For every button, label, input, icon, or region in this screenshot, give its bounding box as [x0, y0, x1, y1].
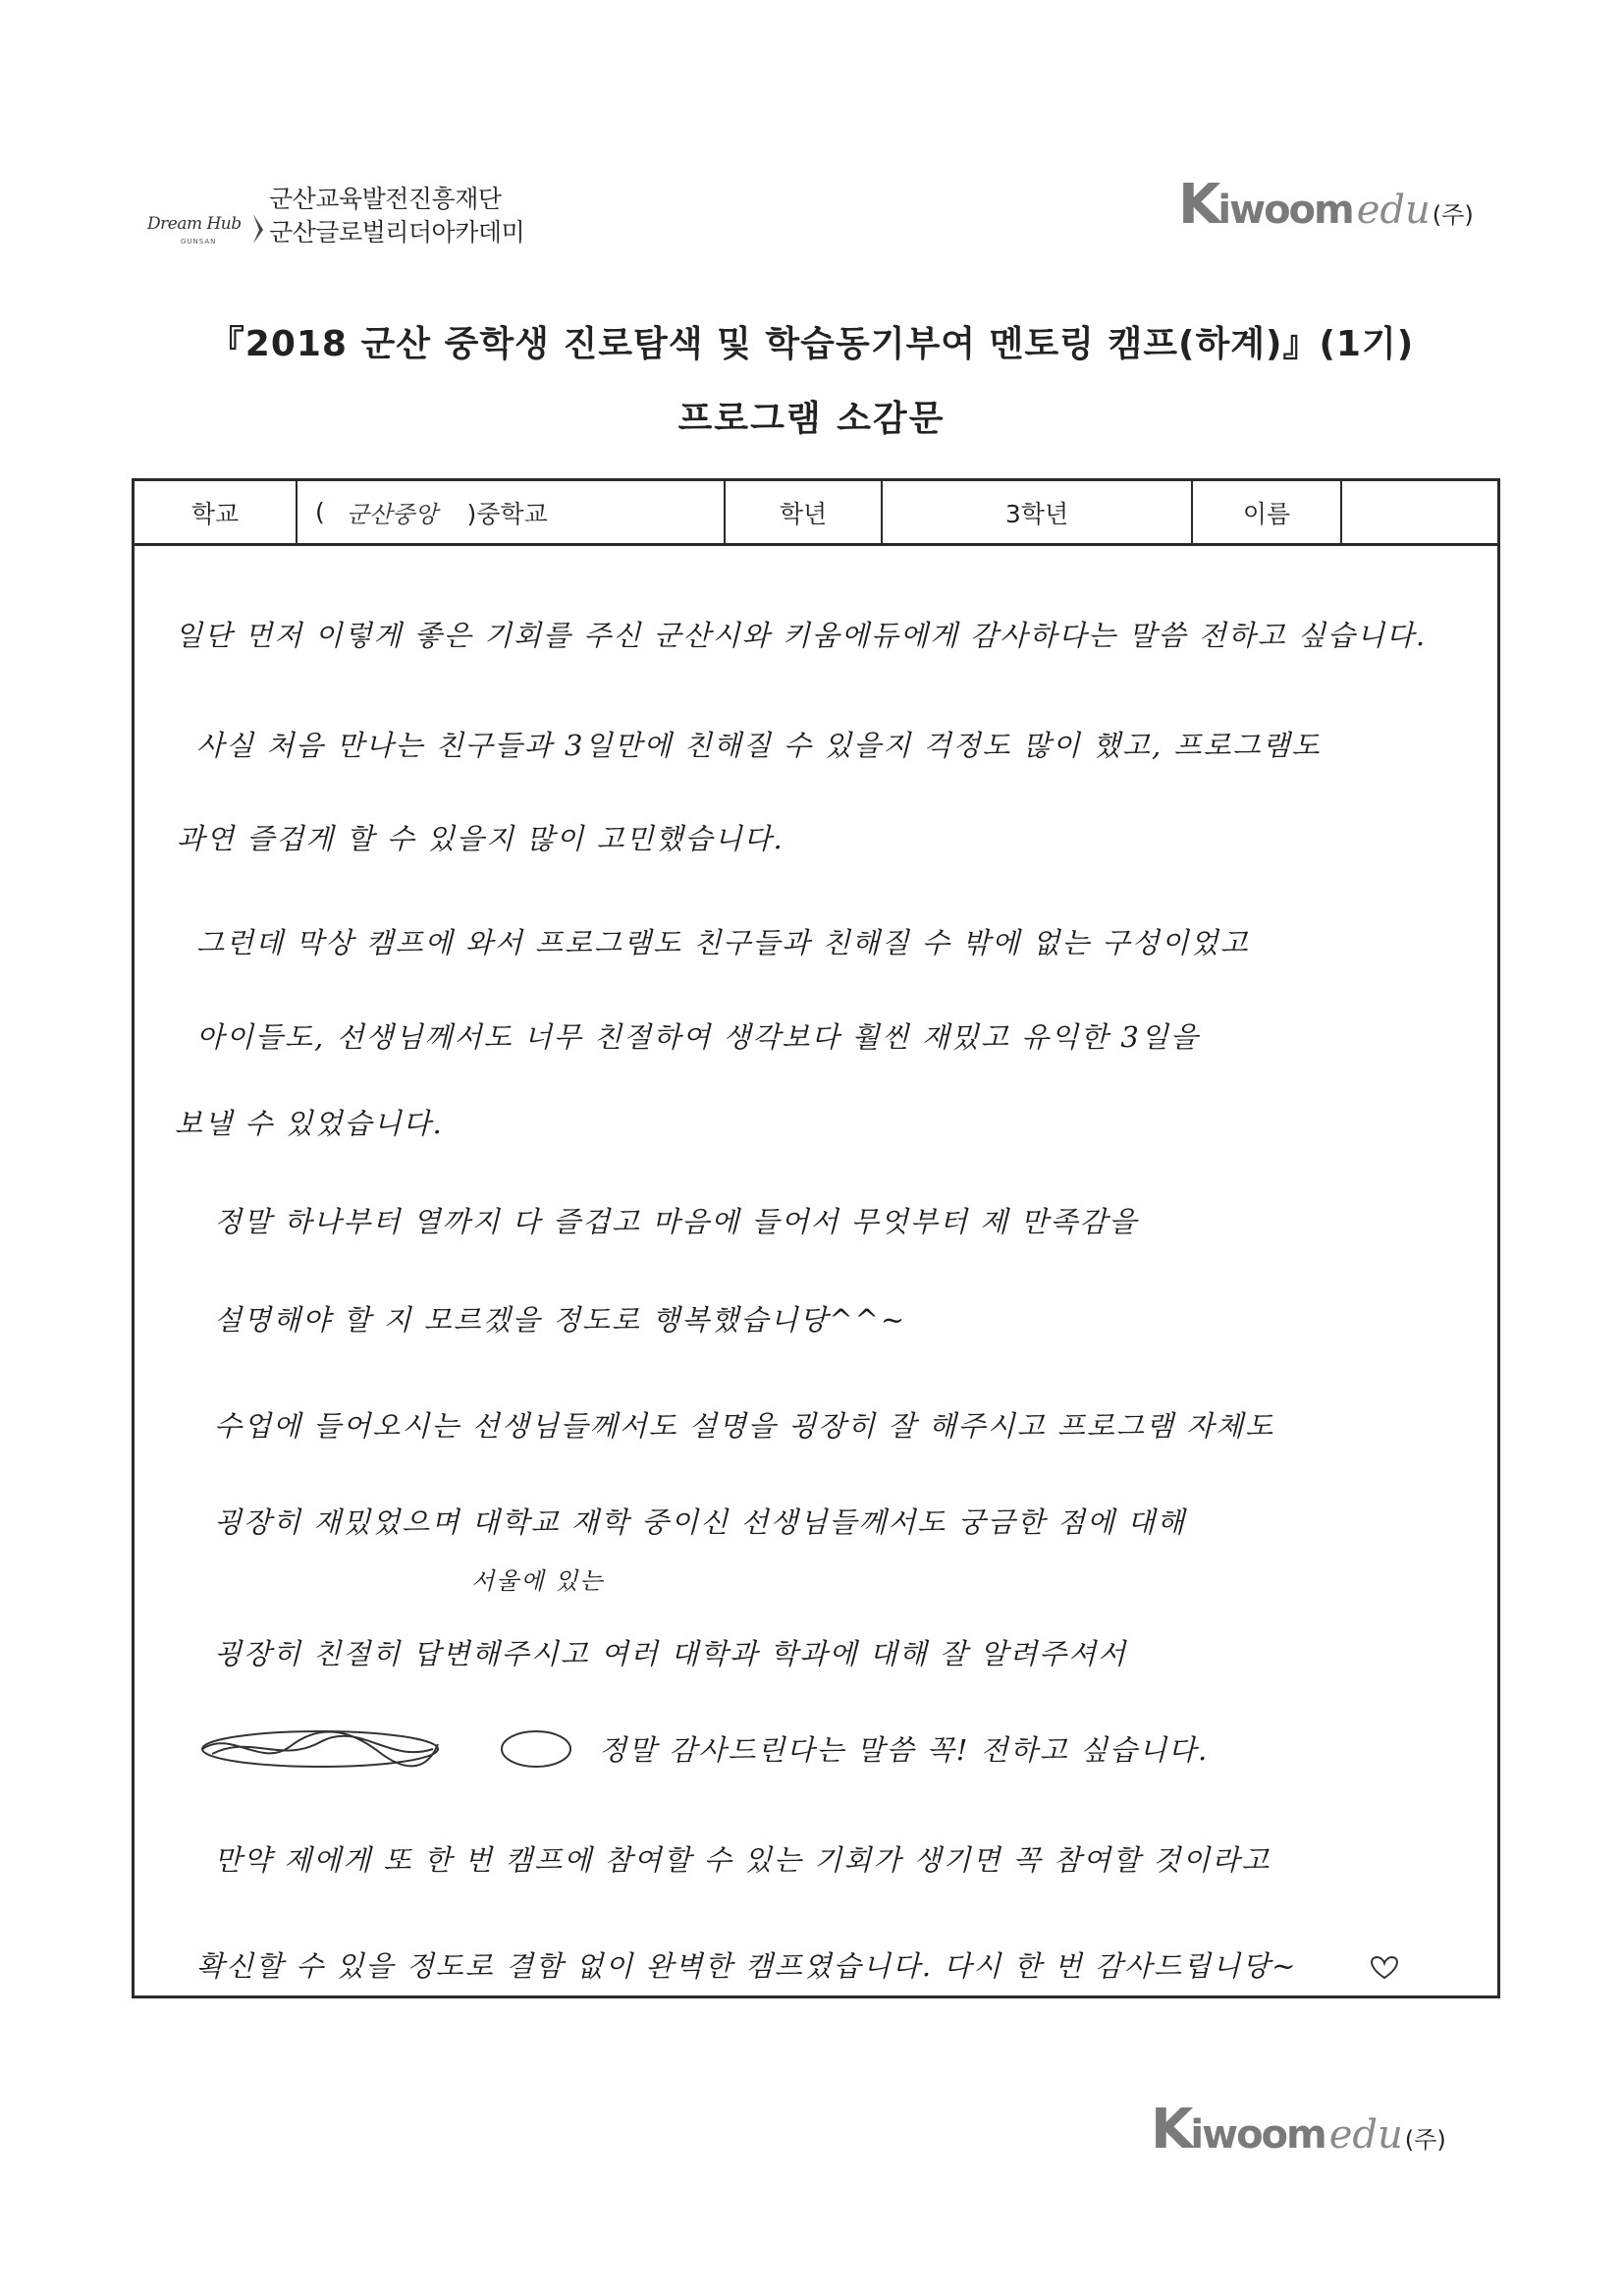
school-suffix: )중학교 — [466, 499, 548, 528]
kiwoom-iwoom: iwoom — [1217, 188, 1353, 233]
body-line: 굉장히 친절히 답변해주시고 여러 대학과 학과에 대해 잘 알려주셔서 — [214, 1637, 1128, 1670]
body-line: 만약 제에게 또 한 번 캠프에 참여할 수 있는 기회가 생기면 꼭 참여할 것이라고 — [214, 1843, 1271, 1877]
kiwoom-logo-top — [1178, 173, 1474, 237]
school-prefix: ( — [315, 498, 325, 526]
kiwoom-ju: (주) — [1432, 201, 1474, 229]
body-line: 과연 즐겁게 할 수 있을지 많이 고민했습니다. — [177, 822, 784, 855]
body-line: 그런데 막상 캠프에 와서 프로그램도 친구들과 친해질 수 밖에 없는 구성이었고 — [196, 926, 1250, 959]
school-label: 학교 — [135, 481, 298, 543]
grade-label: 학년 — [726, 481, 883, 543]
crossed-out-scribble — [192, 1724, 585, 1774]
kiwoom-edu: edu — [1356, 188, 1431, 233]
body-line: 정말 감사드린다는 말씀 꼭! 전하고 싶습니다. — [599, 1733, 1210, 1767]
dreamhub-logo — [147, 196, 263, 265]
dreamhub-swoosh-icon — [147, 196, 263, 265]
form-header-row — [135, 481, 1497, 546]
body-line: 굉장히 재밌었으며 대학교 재학 중이신 선생님들께서도 궁금한 점에 대해 — [214, 1505, 1187, 1539]
foundation-line1: 군산교육발전진흥재단 — [269, 185, 502, 213]
school-value: 군산중앙 — [346, 501, 438, 528]
kiwoom-logo-bottom — [1151, 2098, 1446, 2161]
body-line: 정말 하나부터 열까지 다 즐겁고 마음에 들어서 무엇부터 제 만족감을 — [214, 1205, 1139, 1238]
body-insertion: 서울에 있는 — [471, 1567, 605, 1595]
dreamhub-script: Dream Hub — [147, 214, 242, 234]
body-line: 확신할 수 있을 정도로 결함 없이 완벽한 캠프였습니다. 다시 한 번 감사드립니당~ — [196, 1949, 1298, 1983]
kiwoom-edu: edu — [1328, 2112, 1403, 2158]
grade-value: 3학년 — [883, 481, 1193, 543]
dreamhub-sub: GUNSAN — [181, 238, 217, 246]
name-value — [1342, 481, 1497, 543]
body-line: 사실 처음 만나는 친구들과 3일만에 친해질 수 있을지 걱정도 많이 했고, 프로그램도 — [196, 729, 1322, 762]
body-line: 아이들도, 선생님께서도 너무 친절하여 생각보다 훨씬 재밌고 유익한 3일을 — [196, 1020, 1200, 1054]
name-label: 이름 — [1193, 481, 1342, 543]
school-field — [298, 481, 726, 543]
kiwoom-k: K — [1178, 173, 1218, 237]
foundation-line2: 군산글로벌리더아카데미 — [269, 218, 525, 246]
foundation-name — [269, 183, 524, 249]
kiwoom-k: K — [1151, 2098, 1191, 2161]
document-title: 『2018 군산 중학생 진로탐색 및 학습동기부여 멘토링 캠프(하계)』(1기) — [208, 324, 1415, 364]
body-line: 보낼 수 있었습니다. — [175, 1107, 444, 1140]
heart-doodle-icon — [1365, 1952, 1404, 1982]
kiwoom-iwoom: iwoom — [1190, 2112, 1325, 2158]
body-line: 일단 먼저 이렇게 좋은 기회를 주신 군산시와 키움에듀에게 감사하다는 말씀 전하고 싶습니다. — [175, 619, 1428, 652]
document-subtitle: 프로그램 소감문 — [677, 399, 946, 439]
body-line: 설명해야 할 지 모르겠을 정도로 행복했습니당^^~ — [214, 1303, 907, 1337]
kiwoom-ju: (주) — [1404, 2126, 1446, 2154]
body-line: 수업에 들어오시는 선생님들께서도 설명을 굉장히 잘 해주시고 프로그램 자체도 — [214, 1409, 1275, 1443]
